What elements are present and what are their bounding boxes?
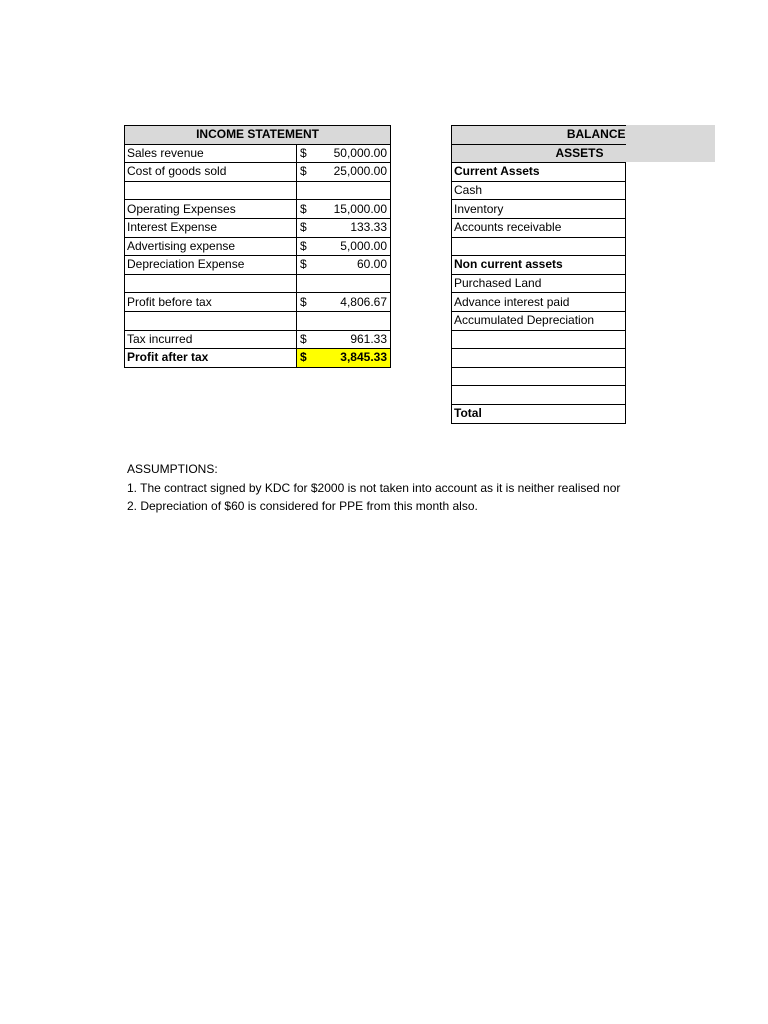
assumption-item: 2. Depreciation of $60 is considered for PPE from this month also. [127, 499, 478, 513]
currency-cell[interactable]: $ [297, 349, 317, 368]
row-label[interactable] [452, 330, 626, 349]
table-row [125, 200, 391, 219]
currency-cell[interactable]: $ [297, 144, 317, 163]
row-label[interactable]: Tax incurred [125, 330, 297, 349]
assumption-item: 1. The contract signed by KDC for $2000 is not taken into account as it is neither realised nor [127, 480, 621, 495]
balance-sheet-header-fill [626, 125, 715, 162]
row-label[interactable]: Current Assets [452, 163, 626, 182]
table-row [125, 144, 391, 163]
currency-cell[interactable] [297, 274, 317, 293]
table-row [125, 181, 391, 200]
row-label[interactable]: Non current assets [452, 256, 626, 275]
balance-sheet-table [451, 125, 626, 424]
amount-cell[interactable] [317, 311, 391, 330]
table-row [452, 349, 626, 368]
row-label[interactable] [125, 311, 297, 330]
row-label[interactable]: Operating Expenses [125, 200, 297, 219]
row-label[interactable] [452, 386, 626, 405]
table-row [452, 256, 626, 275]
table-row [452, 330, 626, 349]
table-row [125, 256, 391, 275]
income-statement-title[interactable]: INCOME STATEMENT [125, 126, 391, 145]
amount-cell[interactable]: 50,000.00 [317, 144, 391, 163]
row-label[interactable]: Purchased Land [452, 274, 626, 293]
profit-after-tax-row [125, 349, 391, 368]
row-label[interactable]: Profit before tax [125, 293, 297, 312]
row-label[interactable]: Cost of goods sold [125, 163, 297, 182]
row-label[interactable]: Accounts receivable [452, 218, 626, 237]
amount-cell[interactable] [317, 181, 391, 200]
table-row [452, 311, 626, 330]
row-label[interactable]: Inventory [452, 200, 626, 219]
currency-cell[interactable]: $ [297, 256, 317, 275]
currency-cell[interactable] [297, 311, 317, 330]
row-label[interactable] [452, 237, 626, 256]
currency-cell[interactable] [297, 181, 317, 200]
row-label[interactable]: Cash [452, 181, 626, 200]
amount-cell[interactable]: 15,000.00 [317, 200, 391, 219]
table-row [452, 237, 626, 256]
balance-sheet-region [451, 125, 627, 425]
income-statement-header-row [125, 126, 391, 145]
table-row [125, 274, 391, 293]
table-row [452, 367, 626, 386]
row-label[interactable]: Sales revenue [125, 144, 297, 163]
amount-cell[interactable]: 4,806.67 [317, 293, 391, 312]
row-label[interactable] [452, 349, 626, 368]
amount-cell[interactable]: 133.33 [317, 218, 391, 237]
table-row [452, 218, 626, 237]
table-row [452, 274, 626, 293]
total-label[interactable]: Total [452, 404, 626, 423]
table-row [125, 218, 391, 237]
table-row [125, 163, 391, 182]
balance-sheet-header-row [452, 126, 626, 145]
assets-header-row [452, 144, 626, 163]
row-label[interactable] [125, 274, 297, 293]
row-label[interactable]: Interest Expense [125, 218, 297, 237]
currency-cell[interactable]: $ [297, 163, 317, 182]
table-row [452, 200, 626, 219]
amount-cell[interactable]: 5,000.00 [317, 237, 391, 256]
assets-heading[interactable]: ASSETS [452, 144, 626, 163]
income-statement-table [124, 125, 391, 368]
row-label[interactable]: Depreciation Expense [125, 256, 297, 275]
row-label[interactable] [452, 367, 626, 386]
profit-after-tax-amount[interactable]: 3,845.33 [317, 349, 391, 368]
row-label[interactable]: Accumulated Depreciation [452, 311, 626, 330]
table-row [452, 181, 626, 200]
row-label[interactable]: Profit after tax [125, 349, 297, 368]
table-row [125, 330, 391, 349]
table-row [452, 163, 626, 182]
assumptions-block [127, 460, 630, 516]
row-label[interactable]: Advertising expense [125, 237, 297, 256]
table-row [125, 237, 391, 256]
row-label[interactable]: Advance interest paid [452, 293, 626, 312]
total-row [452, 404, 626, 423]
row-label[interactable] [125, 181, 297, 200]
amount-cell[interactable]: 25,000.00 [317, 163, 391, 182]
balance-sheet-title[interactable]: BALANCE [452, 126, 626, 145]
assumptions-heading: ASSUMPTIONS: [127, 462, 218, 476]
currency-cell[interactable]: $ [297, 200, 317, 219]
table-row [452, 293, 626, 312]
amount-cell[interactable]: 60.00 [317, 256, 391, 275]
table-row [452, 386, 626, 405]
table-row [125, 311, 391, 330]
currency-cell[interactable]: $ [297, 237, 317, 256]
table-row [125, 293, 391, 312]
amount-cell[interactable] [317, 274, 391, 293]
currency-cell[interactable]: $ [297, 330, 317, 349]
currency-cell[interactable]: $ [297, 218, 317, 237]
amount-cell[interactable]: 961.33 [317, 330, 391, 349]
currency-cell[interactable]: $ [297, 293, 317, 312]
